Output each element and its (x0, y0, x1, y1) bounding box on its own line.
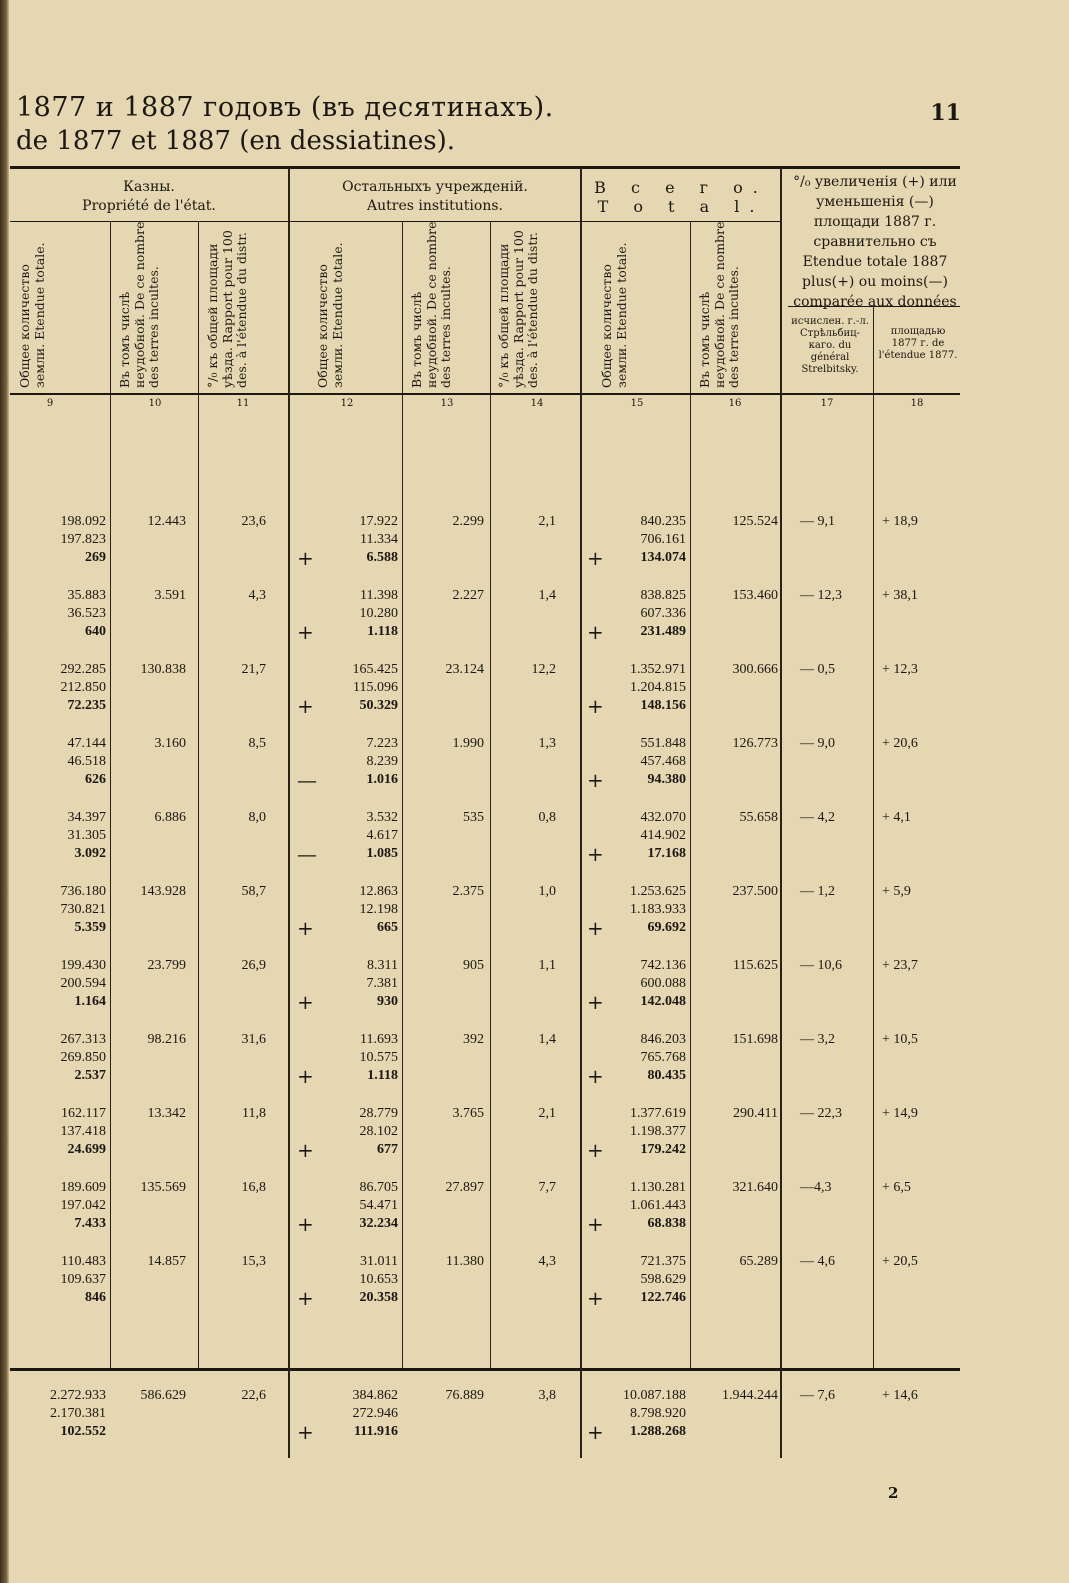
cell-change-strelbitsky: — 7,6 (800, 1388, 835, 1403)
cell-grand-total-land: 148.156 (640, 698, 686, 713)
difference-sign: + (297, 990, 314, 1014)
cell-state-total-land: 1.164 (74, 994, 106, 1009)
cell-other-incultes: 2.375 (452, 884, 484, 899)
difference-sign: + (587, 1286, 604, 1310)
column-number: 10 (148, 398, 162, 409)
cell-other-total-land: 12.863 (359, 884, 398, 899)
cell-state-percent: 15,3 (241, 1254, 266, 1269)
cell-other-percent: 4,3 (538, 1254, 556, 1269)
cell-state-total-land: 24.699 (67, 1142, 106, 1157)
cell-other-total-land: 8.239 (366, 754, 398, 769)
cell-state-total-land: 110.483 (61, 1254, 106, 1269)
cell-other-percent: 12,2 (531, 662, 556, 677)
group-divider (580, 168, 582, 1458)
group-header-total-fr: T o t a l. (597, 197, 765, 216)
cell-state-percent: 8,5 (248, 736, 266, 751)
cell-state-percent: 16,8 (241, 1180, 266, 1195)
cell-other-total-land: 7.223 (366, 736, 398, 751)
cell-other-total-land: 8.311 (367, 958, 398, 973)
cell-grand-total-land: 600.088 (640, 976, 686, 991)
cell-state-total-land: 2.272.933 (50, 1388, 106, 1403)
cell-other-percent: 1,1 (538, 958, 556, 973)
difference-sign: + (587, 1064, 604, 1088)
cell-change-1877: + 38,1 (882, 588, 918, 603)
cell-change-strelbitsky: — 10,6 (800, 958, 842, 973)
cell-grand-total-land: 742.136 (640, 958, 686, 973)
cell-state-percent: 31,6 (241, 1032, 266, 1047)
cell-state-percent: 4,3 (248, 588, 266, 603)
subheader-col17: исчислен. г.-л. Стрѣльбиц-каго. du général Strelbitsky. (791, 316, 869, 375)
column-header-12: Общее количество земли. Etendue totale. (315, 242, 345, 388)
cell-other-incultes: 76.889 (445, 1388, 484, 1403)
group-header-other (290, 178, 580, 216)
cell-change-strelbitsky: — 9,0 (800, 736, 835, 751)
cell-state-total-land: 197.042 (60, 1198, 106, 1213)
cell-other-percent: 1,3 (538, 736, 556, 751)
cell-change-1877: + 6,5 (882, 1180, 911, 1195)
cell-total-incultes: 151.698 (732, 1032, 778, 1047)
cell-other-total-land: 20.358 (359, 1290, 398, 1305)
cell-total-incultes: 126.773 (732, 736, 778, 751)
difference-sign: + (587, 1138, 604, 1162)
cell-total-incultes: 65.289 (739, 1254, 778, 1269)
group-divider (780, 168, 782, 1458)
cell-grand-total-land: 179.242 (640, 1142, 686, 1157)
cell-total-incultes: 1.944.244 (722, 1388, 778, 1403)
cell-state-total-land: 36.523 (67, 606, 106, 621)
book-spine-shadow (0, 0, 9, 1583)
cell-state-total-land: 736.180 (60, 884, 106, 899)
cell-state-total-land: 102.552 (60, 1424, 106, 1439)
cell-state-percent: 58,7 (241, 884, 266, 899)
cell-grand-total-land: 840.235 (640, 514, 686, 529)
difference-sign: + (297, 1212, 314, 1236)
cell-state-total-land: 137.418 (60, 1124, 106, 1139)
cell-state-incultes: 12.443 (147, 514, 186, 529)
difference-sign: + (587, 916, 604, 940)
cell-state-incultes: 3.160 (154, 736, 186, 751)
cell-state-total-land: 730.821 (60, 902, 106, 917)
cell-other-incultes: 23.124 (445, 662, 484, 677)
cell-grand-total-land: 1.253.625 (630, 884, 686, 899)
cell-other-total-land: 111.916 (354, 1424, 398, 1439)
cell-state-incultes: 98.216 (147, 1032, 186, 1047)
column-number: 16 (728, 398, 742, 409)
difference-sign: + (297, 620, 314, 644)
difference-sign: + (587, 1420, 604, 1444)
column-number: 13 (440, 398, 454, 409)
cell-other-total-land: 4.617 (366, 828, 398, 843)
subheader-col18: площадью 1877 г. de l'étendue 1877. (878, 326, 958, 361)
page-number: 11 (930, 100, 961, 126)
cell-grand-total-land: 122.746 (640, 1290, 686, 1305)
cell-state-incultes: 135.569 (140, 1180, 186, 1195)
difference-sign: + (587, 1212, 604, 1236)
cell-state-total-land: 212.850 (60, 680, 106, 695)
cell-total-incultes: 237.500 (732, 884, 778, 899)
cell-state-total-land: 2.537 (74, 1068, 106, 1083)
cell-other-total-land: 115.096 (353, 680, 398, 695)
cell-grand-total-land: 142.048 (640, 994, 686, 1009)
column-header-11: °/₀ къ общей площади уѣзда. Rapport pour 100 des. à l'étendue du distr. (205, 230, 249, 388)
cell-state-total-land: 640 (85, 624, 106, 639)
column-number: 9 (46, 398, 54, 409)
difference-sign: + (297, 1286, 314, 1310)
group-divider (288, 168, 290, 1458)
cell-state-total-land: 72.235 (67, 698, 106, 713)
cell-grand-total-land: 68.838 (647, 1216, 686, 1231)
cell-other-percent: 1,4 (538, 588, 556, 603)
cell-grand-total-land: 8.798.920 (630, 1406, 686, 1421)
cell-total-incultes: 153.460 (732, 588, 778, 603)
cell-state-total-land: 269 (85, 550, 106, 565)
cell-change-1877: + 20,6 (882, 736, 918, 751)
cell-total-incultes: 321.640 (732, 1180, 778, 1195)
cell-grand-total-land: 1.288.268 (630, 1424, 686, 1439)
cell-change-1877: + 4,1 (882, 810, 911, 825)
column-header-9: Общее количество земли. Etendue totale. (17, 242, 47, 388)
cell-state-total-land: 162.117 (61, 1106, 106, 1121)
cell-change-strelbitsky: — 12,3 (800, 588, 842, 603)
cell-state-total-land: 269.850 (60, 1050, 106, 1065)
cell-other-total-land: 677 (377, 1142, 398, 1157)
cell-total-incultes: 125.524 (732, 514, 778, 529)
cell-state-percent: 22,6 (241, 1388, 266, 1403)
cell-state-total-land: 200.594 (60, 976, 106, 991)
cell-state-total-land: 199.430 (60, 958, 106, 973)
cell-other-total-land: 32.234 (359, 1216, 398, 1231)
cell-state-percent: 26,9 (241, 958, 266, 973)
cell-state-total-land: 35.883 (67, 588, 106, 603)
cell-other-percent: 1,0 (538, 884, 556, 899)
cell-change-1877: + 14,6 (882, 1388, 918, 1403)
column-header-15: Общее количество земли. Etendue totale. (599, 242, 629, 388)
cell-total-incultes: 55.658 (739, 810, 778, 825)
cell-grand-total-land: 846.203 (640, 1032, 686, 1047)
cell-state-incultes: 23.799 (147, 958, 186, 973)
cell-other-total-land: 3.532 (366, 810, 398, 825)
cell-other-total-land: 54.471 (359, 1198, 398, 1213)
cell-other-total-land: 165.425 (352, 662, 398, 677)
cell-state-total-land: 189.609 (60, 1180, 106, 1195)
column-divider (873, 306, 874, 1368)
group-header-kazny-ru: Казны. (123, 179, 175, 195)
cell-grand-total-land: 607.336 (640, 606, 686, 621)
group-header-percent-change: °/₀ увеличенія (+) или уменьшенія (—) площади 1887 г. сравнительно съ Etendue totale 1887 plus(+) ou moins(—) comparée aux données (793, 174, 957, 310)
column-header-16: Въ томъ числѣ неудобной. De ce nombre des terres incultes. (697, 221, 741, 388)
totals-rule (10, 1368, 960, 1371)
cell-grand-total-land: 134.074 (640, 550, 686, 565)
cell-other-total-land: 1.118 (367, 624, 398, 639)
cell-grand-total-land: 414.902 (640, 828, 686, 843)
cell-other-incultes: 535 (463, 810, 484, 825)
cell-change-1877: + 10,5 (882, 1032, 918, 1047)
difference-sign: + (587, 620, 604, 644)
cell-state-incultes: 3.591 (154, 588, 186, 603)
cell-other-percent: 2,1 (538, 514, 556, 529)
column-number: 12 (340, 398, 354, 409)
column-number: 11 (236, 398, 250, 409)
cell-state-incultes: 586.629 (140, 1388, 186, 1403)
cell-other-percent: 1,4 (538, 1032, 556, 1047)
cell-grand-total-land: 432.070 (640, 810, 686, 825)
cell-state-total-land: 7.433 (74, 1216, 106, 1231)
cell-state-incultes: 130.838 (140, 662, 186, 677)
cell-state-percent: 21,7 (241, 662, 266, 677)
column-number: 18 (910, 398, 924, 409)
cell-grand-total-land: 1.377.619 (630, 1106, 686, 1121)
signature-mark: 2 (888, 1484, 899, 1502)
difference-sign: + (587, 694, 604, 718)
cell-grand-total-land: 1.130.281 (630, 1180, 686, 1195)
cell-state-total-land: 197.823 (60, 532, 106, 547)
cell-change-strelbitsky: — 4,2 (800, 810, 835, 825)
header-bottom-rule (10, 393, 960, 395)
cell-other-total-land: 665 (377, 920, 398, 935)
group-header-total-ru: В с е г о. (594, 178, 768, 197)
difference-sign: + (587, 546, 604, 570)
cell-grand-total-land: 1.061.443 (630, 1198, 686, 1213)
cell-grand-total-land: 80.435 (647, 1068, 686, 1083)
cell-other-incultes: 2.299 (452, 514, 484, 529)
cell-state-percent: 8,0 (248, 810, 266, 825)
cell-other-total-land: 10.575 (359, 1050, 398, 1065)
cell-change-1877: + 20,5 (882, 1254, 918, 1269)
cell-state-percent: 23,6 (241, 514, 266, 529)
cell-state-total-land: 5.359 (74, 920, 106, 935)
difference-sign: + (587, 990, 604, 1014)
column-header-14: °/₀ къ общей площади уѣзда. Rapport pour 100 des. à l'étendue du distr. (496, 230, 540, 388)
cell-change-strelbitsky: —4,3 (800, 1180, 832, 1195)
cell-other-percent: 2,1 (538, 1106, 556, 1121)
cell-other-percent: 7,7 (538, 1180, 556, 1195)
cell-other-incultes: 2.227 (452, 588, 484, 603)
cell-other-total-land: 1.016 (366, 772, 398, 787)
difference-sign: + (297, 546, 314, 570)
difference-sign: — (297, 842, 317, 866)
cell-grand-total-land: 457.468 (640, 754, 686, 769)
cell-change-1877: + 23,7 (882, 958, 918, 973)
cell-change-strelbitsky: — 9,1 (800, 514, 835, 529)
cell-change-strelbitsky: — 0,5 (800, 662, 835, 677)
cell-state-total-land: 626 (85, 772, 106, 787)
page-title-russian: 1877 и 1887 годовъ (въ десятинахъ). (16, 92, 554, 123)
cell-grand-total-land: 231.489 (640, 624, 686, 639)
cell-grand-total-land: 838.825 (640, 588, 686, 603)
cell-other-total-land: 7.381 (366, 976, 398, 991)
cell-change-1877: + 5,9 (882, 884, 911, 899)
cell-grand-total-land: 706.161 (640, 532, 686, 547)
cell-other-total-land: 12.198 (359, 902, 398, 917)
cell-change-strelbitsky: — 1,2 (800, 884, 835, 899)
column-divider (402, 221, 403, 1368)
cell-other-incultes: 11.380 (446, 1254, 484, 1269)
difference-sign: + (297, 916, 314, 940)
cell-grand-total-land: 17.168 (647, 846, 686, 861)
cell-total-incultes: 290.411 (733, 1106, 778, 1121)
column-divider (110, 221, 111, 1368)
cell-change-1877: + 12,3 (882, 662, 918, 677)
cell-change-strelbitsky: — 4,6 (800, 1254, 835, 1269)
cell-state-total-land: 846 (85, 1290, 106, 1305)
cell-grand-total-land: 1.198.377 (630, 1124, 686, 1139)
cell-other-total-land: 28.102 (359, 1124, 398, 1139)
cell-other-total-land: 17.922 (359, 514, 398, 529)
cell-other-total-land: 31.011 (360, 1254, 398, 1269)
cell-grand-total-land: 10.087.188 (623, 1388, 686, 1403)
cell-state-total-land: 198.092 (60, 514, 106, 529)
cell-other-total-land: 11.334 (360, 532, 398, 547)
column-number: 14 (530, 398, 544, 409)
difference-sign: + (587, 768, 604, 792)
column-divider (490, 221, 491, 1368)
cell-state-total-land: 47.144 (67, 736, 106, 751)
cell-state-incultes: 143.928 (140, 884, 186, 899)
column-divider (198, 221, 199, 1368)
cell-state-incultes: 14.857 (147, 1254, 186, 1269)
cell-other-total-land: 384.862 (352, 1388, 398, 1403)
group-header-other-ru: Остальныхъ учрежденій. (342, 179, 528, 195)
cell-other-incultes: 1.990 (452, 736, 484, 751)
group-header-total (582, 178, 780, 216)
cell-total-incultes: 300.666 (732, 662, 778, 677)
cell-grand-total-land: 721.375 (640, 1254, 686, 1269)
cell-other-total-land: 10.653 (359, 1272, 398, 1287)
cell-other-total-land: 50.329 (359, 698, 398, 713)
cell-other-total-land: 272.946 (352, 1406, 398, 1421)
difference-sign: + (297, 1064, 314, 1088)
cell-grand-total-land: 1.183.933 (630, 902, 686, 917)
difference-sign: + (297, 1420, 314, 1444)
group-header-kazny-fr: Propriété de l'état. (82, 198, 216, 214)
cell-other-percent: 3,8 (538, 1388, 556, 1403)
difference-sign: + (297, 694, 314, 718)
difference-sign: — (297, 768, 317, 792)
cell-other-incultes: 905 (463, 958, 484, 973)
cell-grand-total-land: 551.848 (640, 736, 686, 751)
cell-state-total-land: 46.518 (67, 754, 106, 769)
cell-state-total-land: 31.305 (67, 828, 106, 843)
page-title-french: de 1877 et 1887 (en dessiatines). (16, 126, 455, 156)
difference-sign: + (587, 842, 604, 866)
cell-other-total-land: 1.118 (367, 1068, 398, 1083)
cell-state-total-land: 109.637 (60, 1272, 106, 1287)
cell-other-total-land: 11.693 (360, 1032, 398, 1047)
cell-grand-total-land: 94.380 (647, 772, 686, 787)
cell-state-incultes: 6.886 (154, 810, 186, 825)
cell-other-total-land: 11.398 (360, 588, 398, 603)
cell-state-incultes: 13.342 (147, 1106, 186, 1121)
group-header-kazny (10, 178, 288, 216)
column-number: 17 (820, 398, 834, 409)
cell-other-total-land: 28.779 (359, 1106, 398, 1121)
column-header-13: Въ томъ числѣ неудобной. De ce nombre des terres incultes. (409, 221, 453, 388)
cell-other-total-land: 10.280 (359, 606, 398, 621)
cell-grand-total-land: 69.692 (647, 920, 686, 935)
cell-other-percent: 0,8 (538, 810, 556, 825)
cell-state-total-land: 2.170.381 (50, 1406, 106, 1421)
group-header-other-fr: Autres institutions. (367, 198, 503, 214)
cell-grand-total-land: 765.768 (640, 1050, 686, 1065)
column-header-10: Въ томъ числѣ неудобной. De ce nombre des terres incultes. (117, 221, 161, 388)
cell-state-total-land: 292.285 (60, 662, 106, 677)
cell-other-incultes: 27.897 (445, 1180, 484, 1195)
cell-other-total-land: 86.705 (359, 1180, 398, 1195)
cell-total-incultes: 115.625 (733, 958, 778, 973)
cell-change-1877: + 14,9 (882, 1106, 918, 1121)
cell-change-1877: + 18,9 (882, 514, 918, 529)
cell-grand-total-land: 598.629 (640, 1272, 686, 1287)
cell-state-total-land: 267.313 (60, 1032, 106, 1047)
cell-change-strelbitsky: — 3,2 (800, 1032, 835, 1047)
cell-state-total-land: 34.397 (67, 810, 106, 825)
table-top-rule (10, 166, 960, 169)
difference-sign: + (297, 1138, 314, 1162)
column-number: 15 (630, 398, 644, 409)
cell-other-incultes: 3.765 (452, 1106, 484, 1121)
cell-state-total-land: 3.092 (74, 846, 106, 861)
column-divider (690, 221, 691, 1368)
cell-other-total-land: 930 (377, 994, 398, 1009)
cell-grand-total-land: 1.352.971 (630, 662, 686, 677)
cell-other-incultes: 392 (463, 1032, 484, 1047)
cell-grand-total-land: 1.204.815 (630, 680, 686, 695)
cell-change-strelbitsky: — 22,3 (800, 1106, 842, 1121)
cell-other-total-land: 6.588 (366, 550, 398, 565)
cell-state-percent: 11,8 (242, 1106, 266, 1121)
cell-other-total-land: 1.085 (366, 846, 398, 861)
